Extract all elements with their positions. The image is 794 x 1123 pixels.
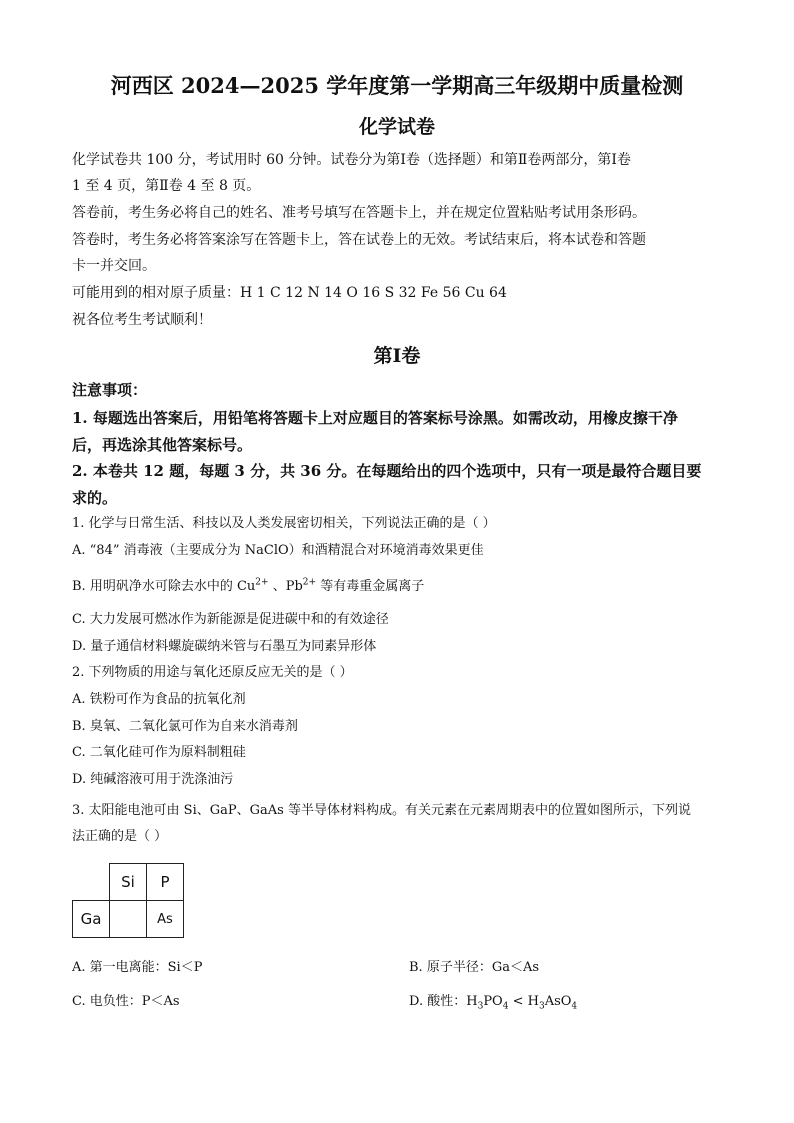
q2-option-b: B. 臭氧、二氧化氯可作为自来水消毒剂	[72, 719, 298, 734]
notice-1-cont: 后，再选涂其他答案标号。	[72, 436, 253, 454]
q3-option-c: C. 电负性：P＜As	[72, 994, 180, 1009]
formula-h3po4: $H_3PO_4$	[466, 994, 509, 1012]
q2-option-d: D. 纯碱溶液可用于洗涤油污	[72, 772, 234, 787]
notice-2: 2. 本卷共 12 题，每题 3 分，共 36 分。在每题给出的四个选项中，只有一项是最符合题目要	[72, 462, 702, 480]
periodic-table-fragment	[72, 863, 184, 938]
q2-option-a: A. 铁粉可作为食品的抗氧化剂	[72, 692, 246, 707]
formula-h3aso4: $H_3AsO_4$	[527, 994, 578, 1012]
q3-stem-cont: 法正确的是（ ）	[72, 829, 168, 844]
q1-option-b: B. 用明矾净水可除去水中的 $Cu^{2+}$ 、$Pb^{2+}$ 等有毒重金属离子	[72, 577, 425, 594]
q2-stem: 2. 下列物质的用途与氧化还原反应无关的是（ ）	[72, 665, 353, 680]
cell-empty	[110, 901, 147, 938]
ion-cu: $Cu^{2+}$	[236, 577, 269, 594]
q1-option-a: A. “84” 消毒液（主要成分为 NaClO）和酒精混合对环境消毒效果更佳	[72, 543, 484, 558]
q3-stem: 3. 太阳能电池可由 Si、GaP、GaAs 等半导体材料构成。有关元素在元素周期表中的位置如图所示，下列说	[72, 803, 691, 818]
good-luck: 祝各位考生考试顺利！	[72, 312, 212, 328]
q3-option-d: D. 酸性：$H_3PO_4 < H_3AsO_4$	[409, 994, 578, 1012]
q3-option-b: B. 原子半径：Ga＜As	[409, 960, 540, 975]
cell-p: P	[147, 864, 184, 901]
intro-line: 1 至 4 页，第Ⅱ卷 4 至 8 页。	[72, 178, 261, 194]
notice-2-cont: 求的。	[72, 489, 118, 507]
cell-si: Si	[110, 864, 147, 901]
section-title: 第Ⅰ卷	[373, 345, 421, 367]
q2-option-c: C. 二氧化硅可作为原料制粗硅	[72, 745, 246, 760]
intro-line: 化学试卷共 100 分，考试用时 60 分钟。试卷分为第Ⅰ卷（选择题）和第Ⅱ卷两部分，第Ⅰ卷	[72, 152, 631, 168]
notice-label: 注意事项：	[72, 381, 148, 399]
atomic-masses: 可能用到的相对原子质量：H 1 C 12 N 14 O 16 S 32 Fe 56 Cu 64	[72, 285, 507, 301]
ion-pb: $Pb^{2+}$	[285, 577, 317, 594]
intro-line: 答卷时，考生务必将答案涂写在答题卡上，答在试卷上的无效。考试结束后，将本试卷和答题	[72, 232, 646, 248]
exam-title: 河西区 2024—2025 学年度第一学期高三年级期中质量检测	[110, 73, 684, 98]
q1-stem: 1. 化学与日常生活、科技以及人类发展密切相关，下列说法正确的是（ ）	[72, 516, 496, 531]
intro-line: 答卷前，考生务必将自己的姓名、准考号填写在答题卡上，并在规定位置粘贴考试用条形码。	[72, 205, 646, 221]
q1-option-d: D. 量子通信材料螺旋碳纳米管与石墨互为同素异形体	[72, 639, 377, 654]
q1-option-c: C. 大力发展可燃冰作为新能源是促进碳中和的有效途径	[72, 612, 389, 627]
cell-ga: Ga	[73, 901, 110, 938]
q3-option-a: A. 第一电离能：Si＜P	[72, 960, 203, 975]
intro-line: 卡一并交回。	[72, 258, 156, 274]
paper-subtitle: 化学试卷	[358, 116, 435, 138]
notice-1: 1. 每题选出答案后，用铅笔将答题卡上对应题目的答案标号涂黑。如需改动，用橡皮擦干净	[72, 409, 678, 427]
cell-as: As	[147, 901, 184, 938]
